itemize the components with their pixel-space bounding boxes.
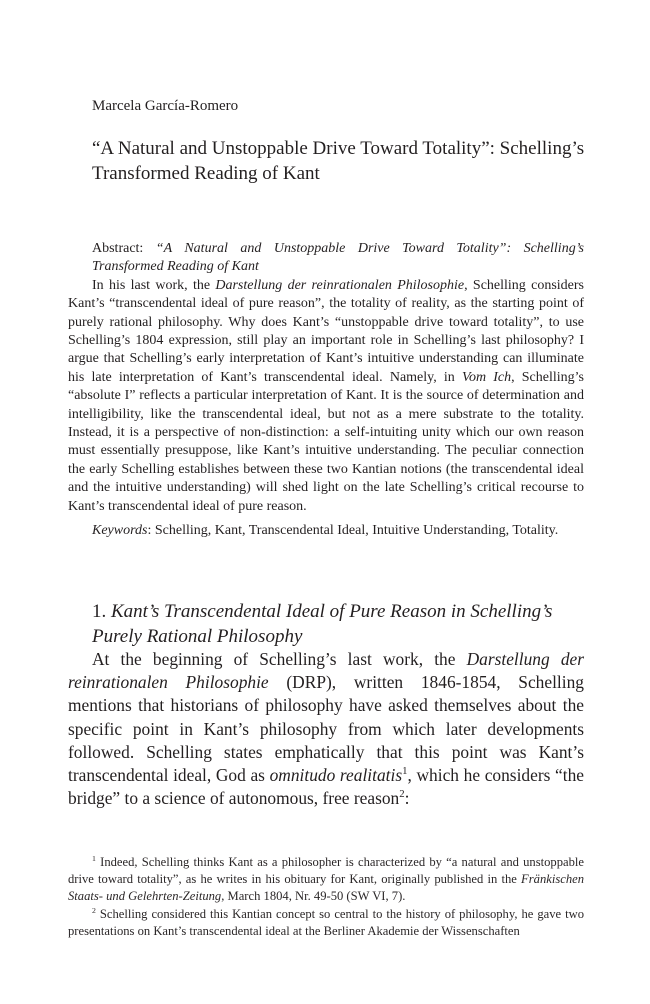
abstract-text-1: In his last work, the: [92, 277, 216, 293]
keywords-label: Keywords: [92, 523, 148, 539]
abstract-text: [68, 277, 584, 516]
abstract-text-2: , Schelling considers Kant’s “transcendental ideal of pure reason”, the totality of reality, as the starting point of purely rational philosophy. Why does Kant’s “unstoppable drive toward totality”, to use Schelling’s 1804 expression, still play an important role in Schelling’s last philosophy? I argue that Schelling’s early interpretation of Kant’s intuitive understanding can illuminate his late interpretation of Kant’s transcendental ideal. Namely, in: [68, 277, 584, 385]
body-text-1: At the beginning of Schelling’s last work, the: [92, 649, 467, 669]
section-title: Kant’s Transcendental Ideal of Pure Reason in Schelling’s Purely Rational Philosophy: [92, 601, 553, 647]
author-name: Marcela García-Romero: [92, 98, 239, 114]
keywords-line: [68, 522, 584, 540]
section-heading: [92, 599, 592, 649]
body-text-2: (DRP), written 1846-1854, Schelling mentions that historians of philosophy have asked themselves about the specific point in Kant’s philosophy from which later developments followed. Schelling states emphatically that this point was Kant’s transcendental ideal, God as: [68, 672, 584, 786]
body-paragraph: [68, 648, 584, 810]
abstract-title: “A Natural and Unstoppable Drive Toward Totality”: Schelling’s Transformed Reading of Kant: [92, 241, 584, 275]
abstract-work-title: Darstellung der reinrationalen Philosophie: [215, 277, 465, 293]
body-work-title: Darstellung der reinrationalen Philosophie: [68, 649, 585, 693]
footnote-1-number: 1: [92, 853, 96, 863]
article-title: “A Natural and Unstoppable Drive Toward Totality”: Schelling’s Transformed Reading of Kant: [92, 138, 585, 184]
body-text-3: , which he considers “the bridge” to a science of autonomous, free reason: [68, 765, 584, 809]
abstract-heading: [68, 240, 584, 277]
abstract-label: Abstract:: [92, 241, 144, 256]
abstract-block: [68, 240, 584, 541]
body-omnitudo: omnitudo realitatis: [269, 765, 403, 786]
footnote-2: [68, 906, 584, 940]
abstract-text-3: , Schelling’s “absolute I” reflects a particular interpretation of Kant. It is the source of determination and intelligibility, like the transcendental ideal, but not as a mere substrate to the totality. Instead, it is a perspective of non-distinction: a self-intuiting unity which our own reason must essentially presuppose, like Kant’s intuitive understanding. The peculiar connection the early Schelling establishes between these two Kantian notions (the transcendental ideal and the intuitive understanding) will shed light on the late Schelling’s critical recourse to Kant’s transcendental ideal of pure reason.: [68, 369, 584, 514]
footnote-1-text-a: Indeed, Schelling thinks Kant as a philosopher is characterized by “a natural and unstoppable drive toward totality”, as he writes in his obituary for Kant, originally published in the: [68, 855, 584, 887]
footnote-ref-2[interactable]: 2: [399, 788, 405, 801]
footnote-2-text: Schelling considered this Kantian concept so central to the history of philosophy, he gave two presentations on Kant’s transcendental ideal at the Berliner Akademie der Wissenschaften: [68, 906, 584, 938]
footnote-1-journal: Fränkischen Staats- und Gelehrten-Zeitung: [68, 872, 584, 904]
footnote-1: [68, 854, 584, 906]
footnote-2-number: 2: [92, 905, 96, 915]
section-number: 1.: [92, 601, 107, 622]
footnote-1-text-b: , March 1804, Nr. 49-50 (SW VI, 7).: [221, 889, 406, 904]
footnote-ref-1[interactable]: 1: [402, 765, 408, 778]
footnotes-block: [68, 854, 584, 940]
body-text-4: :: [404, 788, 410, 809]
abstract-vom-ich: Vom Ich: [461, 369, 512, 385]
keywords-list: : Schelling, Kant, Transcendental Ideal, Intuitive Understanding, Totality.: [147, 523, 559, 539]
